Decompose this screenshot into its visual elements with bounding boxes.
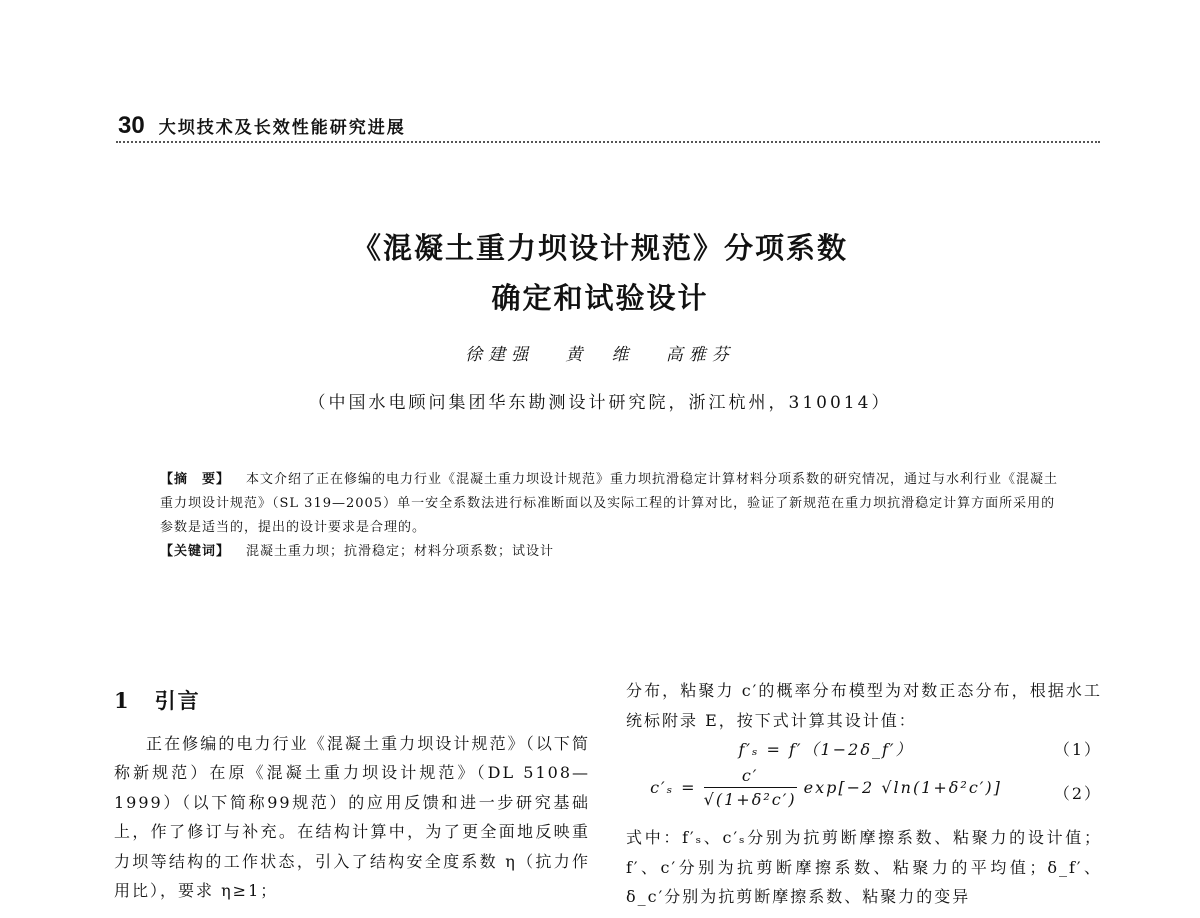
abstract-text: 本文介绍了正在修编的电力行业《混凝土重力坝设计规范》重力坝抗滑稳定计算材料分项系数的研究情况，通过与水利行业《混凝土重力坝设计规范》（SL 319—2005）单一安全系数法进行标准断面以及实际工程的计算对比，验证了新规范在重力坝抗滑稳定计算方面所采用的参数是适当的，提出的设计要求是合理的。 <box>160 472 1059 535</box>
keywords-text: 混凝土重力坝；抗滑稳定；材料分项系数；试设计 <box>246 544 555 559</box>
section-heading <box>114 686 590 717</box>
right-column <box>626 676 1102 912</box>
author: 黄 维 <box>565 345 635 365</box>
abstract-block <box>160 468 1060 564</box>
author-list <box>0 340 1200 365</box>
section-title: 引言 <box>154 689 201 713</box>
paper-title-line2: 确定和试验设计 <box>491 281 709 315</box>
author: 高雅芬 <box>665 345 735 365</box>
numerator: c′ <box>704 765 797 788</box>
keywords <box>160 540 1060 564</box>
body-paragraph: 式中：f′ₛ、c′ₛ分别为抗剪断摩擦系数、粘聚力的设计值；f′、c′分别为抗剪断摩擦系数、粘聚力的平均值；δ_f′、δ_c′分别为抗剪断摩擦系数、粘聚力的变异 <box>626 828 1102 906</box>
header-dotted-rule <box>116 141 1100 143</box>
equation-expr <box>626 765 1026 812</box>
equation-number: （1） <box>1053 740 1102 759</box>
section-number: 1 <box>114 688 131 713</box>
abstract-label: 【摘 要】 <box>160 472 231 487</box>
fraction <box>704 765 797 812</box>
equation-number: （2） <box>1053 784 1102 803</box>
abstract <box>160 468 1060 540</box>
equation-expr: f′ₛ = f′（1−2δ_f′） <box>738 740 914 759</box>
left-column <box>114 676 590 906</box>
body-paragraph: 正在修编的电力行业《混凝土重力坝设计规范》（以下简称新规范）在原《混凝土重力坝设计规范》（DL 5108—1999）（以下简称99规范）的应用反馈和进一步研究基础上，作了修订与补充。在结构计算中，为了更全面地反映重力坝等结构的工作状态，引入了结构安全度系数 η（抗力作用比），要求 η≥1； <box>114 733 590 900</box>
paper-title-line1: 《混凝土重力坝设计规范》分项系数 <box>351 231 848 265</box>
affiliation: （中国水电顾问集团华东勘测设计研究院，浙江杭州，310014） <box>308 393 892 413</box>
author: 徐建强 <box>465 345 535 365</box>
keywords-label: 【关键词】 <box>160 544 231 559</box>
journal-title: 大坝技术及长效性能研究进展 <box>158 118 406 138</box>
page-number: 30 <box>118 112 145 139</box>
equation-2 <box>626 765 1102 823</box>
body-paragraph: 分布，粘聚力 c′的概率分布模型为对数正态分布，根据水工统标附录 E，按下式计算其设计值： <box>626 681 1102 730</box>
equation-lhs: c′ₛ = <box>650 778 697 797</box>
denominator: √(1+δ²c′) <box>703 790 797 809</box>
equation-1 <box>626 735 1102 765</box>
equation-rhs: exp[−2 √ln(1+δ²c′)] <box>803 778 1002 797</box>
